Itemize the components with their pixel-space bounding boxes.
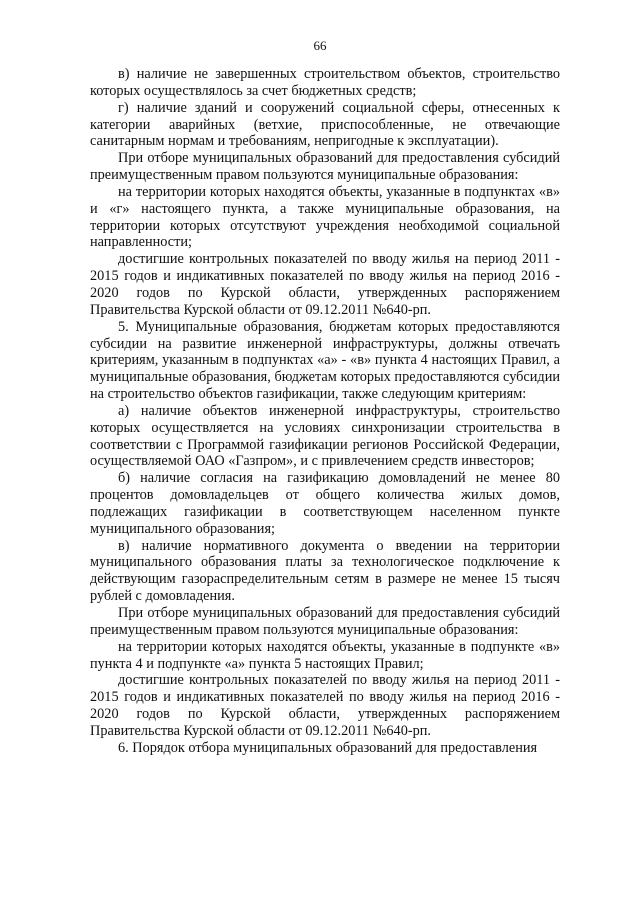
paragraph-criterion-b: б) наличие согласия на газификацию домовладений не менее 80 процентов домовладельцев от общего количества жилых домов, подлежащих газификации в соответствующем населенном пункте муниципального образования; [90, 470, 560, 537]
paragraph-priority-objects-2: на территории которых находятся объекты, указанные в подпункте «в» пункта 4 и подпункте «а» пункта 5 настоящих Правил; [90, 638, 560, 672]
paragraph-priority-housing: достигшие контрольных показателей по вводу жилья на период 2011 - 2015 годов и индикативных показателей по вводу жилья на период 2016 - 2020 годов по Курской области, утвержденных распоряжением Правительства Курской области от 09.12.2011 №640-рп. [90, 251, 560, 318]
paragraph-priority-housing-2: достигшие контрольных показателей по вводу жилья на период 2011 - 2015 годов и индикативных показателей по вводу жилья на период 2016 - 2020 годов по Курской области, утвержденных распоряжением Правительства Курской области от 09.12.2011 №640-рп. [90, 672, 560, 739]
paragraph-criterion-v: в) наличие нормативного документа о введении на территории муниципального образования платы за технологическое подключение к действующим газораспределительным сетям в размере не менее 15 тысяч рублей с домовладения. [90, 537, 560, 605]
paragraph-criterion-a: а) наличие объектов инженерной инфраструктуры, строительство которых осуществляется на условиях синхронизации строительства в соответствии с Программой газификации регионов Российской Федерации, осуществляемой ОАО «Газпром», и с привлечением средств инвесторов; [90, 402, 560, 470]
page-number: 66 [313, 38, 327, 53]
paragraph-section-5: 5. Муниципальные образования, бюджетам которых предоставляются субсидии на развитие инженерной инфраструктуры, должны отвечать критериям, указанным в подпунктах «а» - «в» пункта 4 настоящих Правил, а муниципальные образования, бюджетам которых предоставляются субсидии на строительство объектов газификации, также следующим критериям: [90, 318, 560, 403]
document-body [90, 66, 560, 757]
paragraph-priority-intro-2: При отборе муниципальных образований для предоставления субсидий преимущественным правом пользуются муниципальные образования: [90, 605, 560, 638]
paragraph-subitem-v: в) наличие не завершенных строительством объектов, строительство которых осуществлялось за счет бюджетных средств; [90, 66, 560, 99]
paragraph-priority-intro: При отборе муниципальных образований для предоставления субсидий преимущественным правом пользуются муниципальные образования: [90, 150, 560, 184]
paragraph-priority-objects: на территории которых находятся объекты, указанные в подпунктах «в» и «г» настоящего пункта, а также муниципальные образования, на территории которых отсутствуют учреждения необходимой социальной направленности; [90, 183, 560, 251]
paragraph-subitem-g: г) наличие зданий и сооружений социальной сферы, отнесенных к категории аварийных (ветхие, приспособленные, не отвечающие санитарным нормам и требованиям, непригодные к эксплуатации). [90, 99, 560, 150]
paragraph-section-6: 6. Порядок отбора муниципальных образований для предоставления [118, 739, 538, 756]
